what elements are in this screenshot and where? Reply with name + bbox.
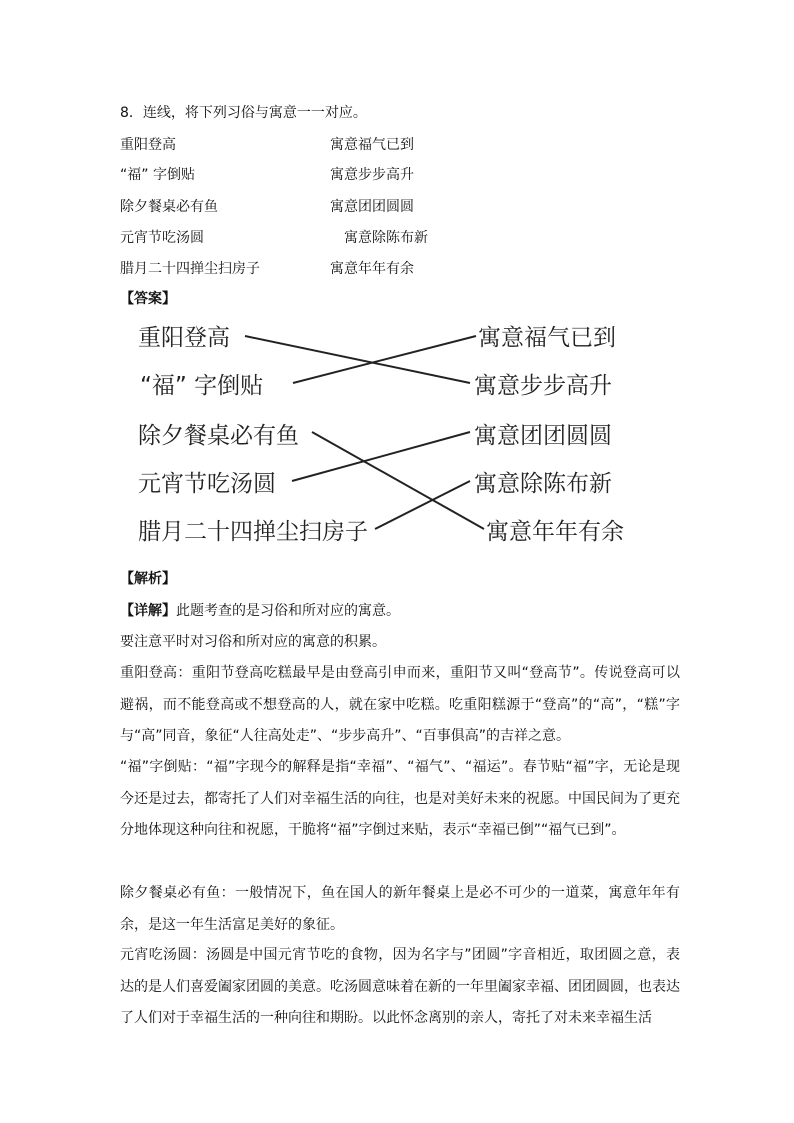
answer-meaning-2: 寓意步步高升	[474, 373, 612, 399]
answer-custom-1: 重阳登高	[138, 325, 230, 351]
analysis-paragraph-4: 元宵吃汤圆：汤圆是中国元宵节吃的食物，因为名字与”团圆”字音相近，取团圆之意，表达的是人们喜爱阖家团圆的美意。吃汤圆意味着在新的一年里阖家幸福、团团圆圆，也表达了人们对于幸福生活的一种向往和期盼。以此怀念离别的亲人，寄托了对未来幸福生活	[120, 947, 680, 1026]
answer-matching-figure	[130, 312, 650, 552]
meaning-item-5: 寓意年年有余	[330, 261, 414, 277]
detail-text: 此题考查的是习俗和所对应的寓意。	[176, 603, 400, 619]
match-line-2	[293, 336, 476, 383]
question-title: 8．连线，将下列习俗与寓意一一对应。	[120, 105, 367, 121]
custom-item-4: 元宵节吃汤圆	[120, 230, 204, 246]
answer-meaning-1: 寓意福气已到	[478, 325, 616, 351]
analysis-note: 要注意平时对习俗和所对应的寓意的积累。	[120, 634, 386, 650]
answer-custom-4: 元宵节吃汤圆	[138, 471, 276, 497]
detail-label: 【详解】	[120, 603, 176, 619]
answer-meaning-3: 寓意团团圆圆	[474, 423, 612, 449]
custom-item-2: “福” 字倒贴	[120, 167, 195, 183]
analysis-detail	[120, 596, 680, 628]
analysis-paragraph-1: 重阳登高：重阳节登高吃糕最早是由登高引申而来，重阳节又叫“登高节”。传说登高可以避祸，而不能登高或不想登高的人，就在家中吃糕。吃重阳糕源于“登高”的“高”，“糕”字与“高”同音，象征“人往高处走”、“步步高升”、“百事俱高”的吉祥之意。	[120, 665, 680, 744]
answer-custom-5: 腊月二十四掸尘扫房子	[138, 519, 368, 545]
custom-item-5: 腊月二十四掸尘扫房子	[120, 261, 260, 277]
meaning-item-1: 寓意福气已到	[330, 137, 414, 153]
answer-label: 【答案】	[120, 291, 176, 307]
match-line-1	[245, 336, 470, 383]
custom-item-1: 重阳登高	[120, 137, 176, 153]
match-line-4	[292, 432, 470, 481]
meaning-item-3: 寓意团团圆圆	[330, 199, 414, 215]
answer-meaning-5: 寓意年年有余	[486, 519, 624, 545]
match-line-5	[375, 481, 470, 529]
answer-custom-3: 除夕餐桌必有鱼	[138, 423, 299, 449]
answer-custom-2: “福” 字倒贴	[140, 373, 264, 399]
meaning-item-4: 寓意除陈布新	[344, 230, 428, 246]
analysis-paragraph-2: “福”字倒贴：“福”字现今的解释是指“幸福”、“福气”、“福运”。春节贴“福”字，无论是现今还是过去，都寄托了人们对幸福生活的向往，也是对美好未来的祝愿。中国民间为了更充分地体现这种向往和祝愿，干脆将“福”字倒过来贴，表示“幸福已倒”“福气已到”。	[120, 759, 680, 838]
meaning-item-2: 寓意步步高升	[330, 167, 414, 183]
analysis-paragraph-3: 除夕餐桌必有鱼：一般情况下，鱼在国人的新年餐桌上是必不可少的一道菜，寓意年年有余，是这一年生活富足美好的象征。	[120, 885, 680, 933]
answer-meaning-4: 寓意除陈布新	[474, 471, 612, 497]
match-line-3	[312, 432, 484, 529]
analysis-label: 【解析】	[120, 571, 176, 587]
custom-item-3: 除夕餐桌必有鱼	[120, 199, 218, 215]
